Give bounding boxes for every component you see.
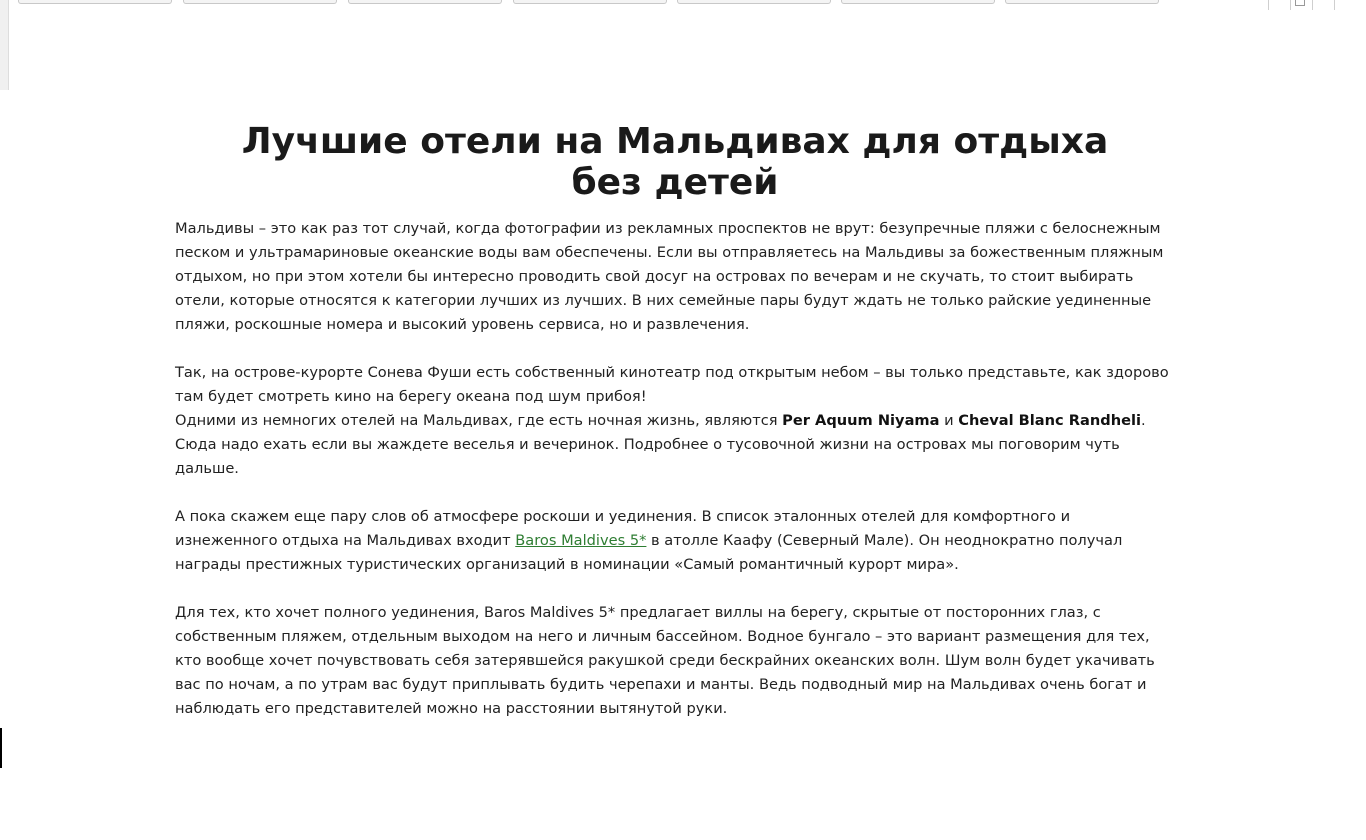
paragraph-text: . Сюда надо ехать если вы жаждете веселья и вечеринок. Подробнее о тусовочной жизни на островах мы поговорим чуть дальше. [175, 412, 1146, 477]
hotel-name-bold: Per Aquum Niyama [782, 412, 940, 429]
toolbar-tab-4[interactable] [513, 0, 667, 4]
toolbar-tab-1[interactable] [18, 0, 172, 4]
paragraph-text: в атолле Каафу (Северный Мале). Он неоднократно получал награды престижных туристических организаций в номинации «Самый романтичный курорт мира». [175, 532, 1123, 573]
hotel-name-bold: Cheval Blanc Randheli [958, 412, 1141, 429]
paragraph-text: А пока скажем еще пару слов об атмосфере роскоши и уединения. В список эталонных отелей для комфортного и изнеженного отдыха на Мальдивах входит [175, 508, 1071, 549]
toolbar-mini-button-2[interactable] [1290, 0, 1309, 10]
page-title: Лучшие отели на Мальдивах для отдыха без детей [241, 121, 1109, 203]
toolbar-mini-button-4[interactable] [1334, 0, 1353, 10]
paragraph-text: Так, на острове-курорте Сонева Фуши есть собственный кинотеатр под открытым небом – вы только представьте, как здорово там будет смотреть кино на берегу океана под шум прибоя! [175, 364, 1169, 405]
article-body [175, 118, 1175, 721]
toolbar-mini-button-3[interactable] [1312, 0, 1331, 10]
baros-maldives-link[interactable]: Baros Maldives 5* [515, 532, 647, 549]
paragraph-intro: Мальдивы – это как раз тот случай, когда фотографии из рекламных проспектов не врут: безупречные пляжи с белоснежным песком и ультрамариновые океанские воды вам обеспечены. Если вы отправляетесь на Мальдивы за божественным пляжным отдыхом, но при этом хотели бы интересно проводить свой досуг на островах по вечерам и не скучать, то стоит выбирать отели, которые относятся к категории лучших из лучших. В них семейные пары будут ждать не только райские уединенные пляжи, роскошные номера и высокий уровень сервиса, но и развлечения. [175, 220, 1164, 333]
paragraph-text: и [939, 412, 959, 429]
toolbar-mini-button-1[interactable] [1268, 0, 1287, 10]
toolbar-tab-7[interactable] [1005, 0, 1159, 4]
toolbar-tab-2[interactable] [183, 0, 337, 4]
breadcrumb-clipped [545, 86, 835, 94]
text-caret [0, 728, 2, 768]
paragraph-luxury [175, 505, 1175, 577]
toolbar-tab-5[interactable] [677, 0, 831, 4]
minimize-icon [1295, 0, 1305, 6]
editor-toolbar [0, 0, 1366, 92]
toolbar-left-strip [0, 0, 9, 90]
paragraph-text: Одними из немногих отелей на Мальдивах, где есть ночная жизнь, являются [175, 412, 783, 429]
paragraph-privacy: Для тех, кто хочет полного уединения, Baros Maldives 5* предлагает виллы на берегу, скрытые от посторонних глаз, с собственным пляжем, отдельным выходом на него и личным бассейном. Водное бунгало – это вариант размещения для тех, кто вообще хочет почувствовать себя затерявшейся ракушкой среди бескрайних океанских волн. Шум волн будет укачивать вас по ночам, а по утрам вас будут приплывать будить черепахи и манты. Ведь подводный мир на Мальдивах очень богат и наблюдать его представителей можно на расстоянии вытянутой руки. [175, 604, 1155, 717]
toolbar-tab-3[interactable] [348, 0, 502, 4]
toolbar-tab-6[interactable] [841, 0, 995, 4]
paragraph-nightlife [175, 361, 1175, 481]
